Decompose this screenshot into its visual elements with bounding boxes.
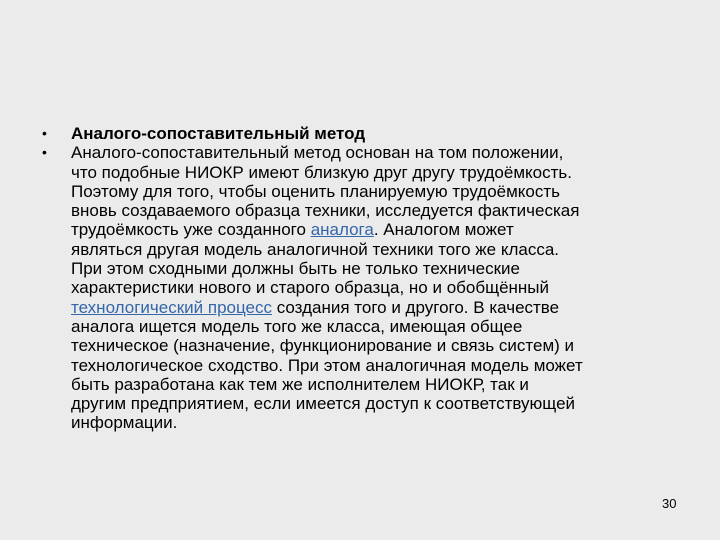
heading-text: Аналого-сопоставительный метод: [71, 124, 366, 143]
bullet-dot-icon: •: [42, 125, 47, 141]
body-line-text: трудоёмкость уже созданного: [71, 220, 311, 240]
body-line: что подобные НИОКР имеют близкую друг другу трудоёмкость.: [71, 162, 572, 182]
body-line: [71, 220, 690, 239]
body-line: характеристики нового и старого образца, но и обобщённый: [71, 278, 550, 298]
technological-process-link[interactable]: технологический процесс: [71, 297, 272, 317]
body-line: [71, 298, 690, 317]
body-line: Аналого-сопоставительный метод основан на том положении,: [71, 143, 564, 163]
body-line: Поэтому для того, чтобы оценить планируемую трудоёмкость: [71, 181, 561, 201]
body-line: вновь создаваемого образца техники, исследуется фактическая: [71, 201, 580, 221]
body-line: быть разработана как тем же исполнителем НИОКР, так и: [71, 374, 529, 394]
body-line: аналога ищется модель того же класса, имеющая общее: [71, 316, 523, 336]
body-line: другим предприятием, если имеется доступ к соответствующей: [71, 394, 576, 414]
body-line: информации.: [71, 413, 178, 433]
body-line: При этом сходными должны быть не только технические: [71, 259, 521, 279]
bullet-heading: [30, 124, 690, 143]
body-line-text: создания того и другого. В качестве: [272, 297, 560, 317]
bullet-body: [30, 143, 690, 432]
body-line: технологическое сходство. При этом аналогичная модель может: [71, 355, 583, 375]
bullet-dot-icon: •: [42, 144, 47, 161]
body-line: техническое (назначение, функционирование и связь систем) и: [71, 336, 575, 356]
page-number: 30: [662, 496, 677, 511]
body-line: являться другая модель аналогичной техники того же класса.: [71, 239, 559, 259]
body-line-text: . Аналогом может: [373, 220, 514, 240]
slide-content: [30, 124, 690, 433]
analog-link[interactable]: аналога: [310, 220, 374, 240]
